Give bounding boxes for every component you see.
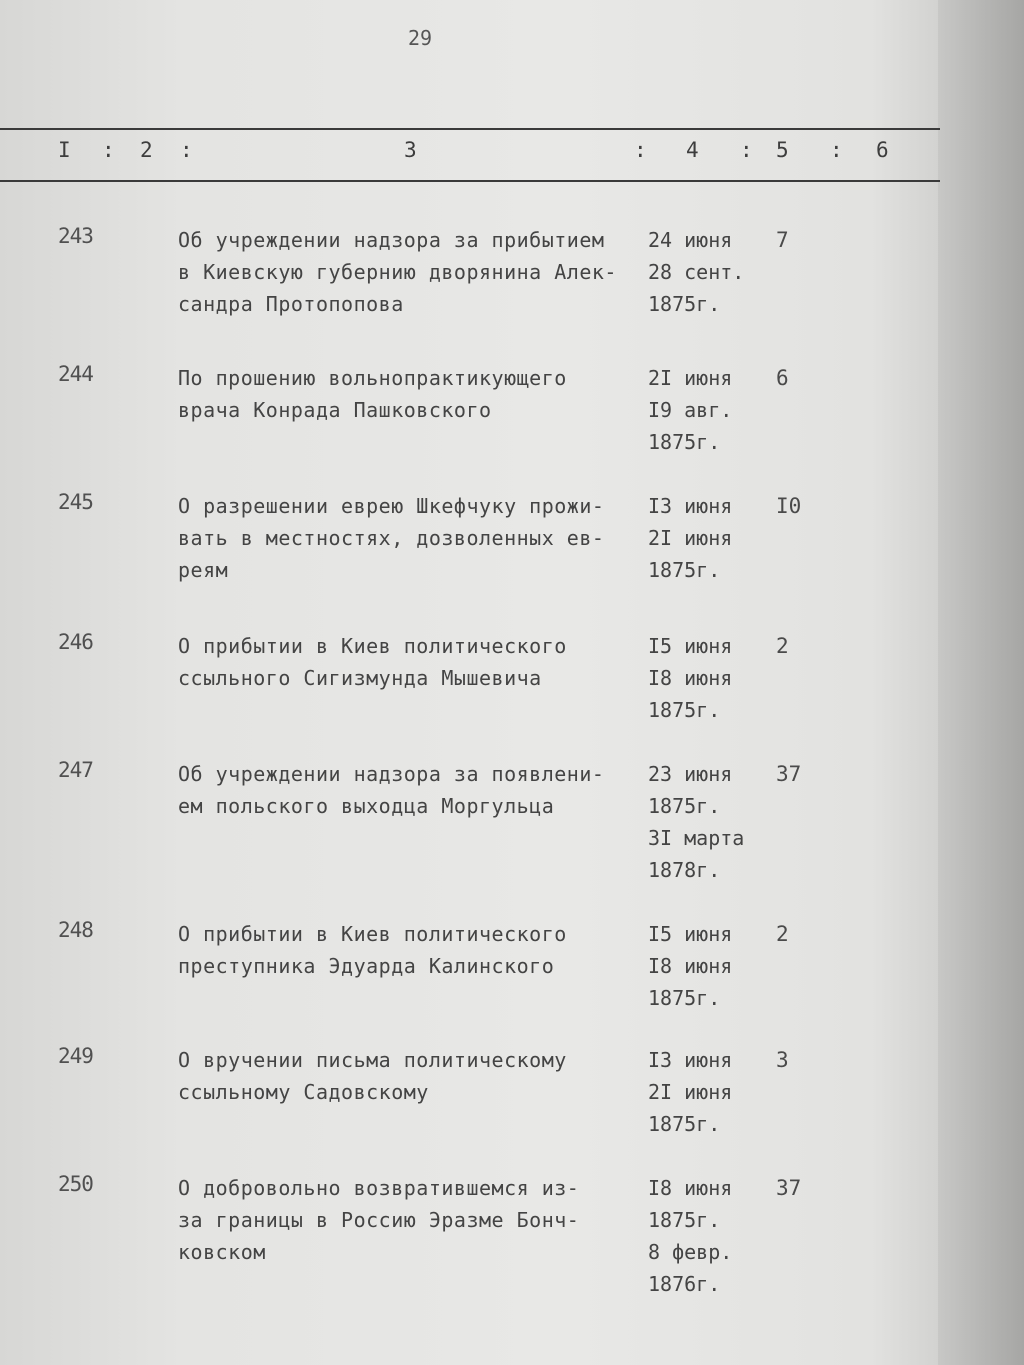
column-header-5: 5 [776, 138, 789, 162]
sheet-count: 2 [776, 634, 789, 658]
case-date-line: 1875г. [648, 794, 721, 818]
header-bottom-rule [0, 180, 940, 182]
header-top-rule [0, 128, 940, 130]
case-dates [648, 490, 768, 586]
case-title [178, 1172, 648, 1268]
case-number: 249 [58, 1044, 93, 1068]
case-title-line: преступника Эдуарда Калинского [178, 954, 555, 978]
column-header-6: 6 [876, 138, 889, 162]
case-number: 247 [58, 758, 93, 782]
case-date-line: 2I июня [648, 526, 733, 550]
case-date-line: I3 июня [648, 1048, 733, 1072]
case-date-line: 28 сент. [648, 260, 745, 284]
column-header-1: I [58, 138, 71, 162]
case-title-line: Об учреждении надзора за прибытием [178, 228, 605, 252]
case-dates [648, 362, 768, 458]
case-title-line: О вручении письма политическому [178, 1048, 567, 1072]
case-title-line: По прошению вольнопрактикующего [178, 366, 567, 390]
case-date-line: 1876г. [648, 1272, 721, 1296]
case-date-line: 1878г. [648, 858, 721, 882]
column-separator: : [102, 138, 115, 162]
case-date-line: 1875г. [648, 986, 721, 1010]
sheet-count: 37 [776, 762, 802, 786]
column-header-4: 4 [686, 138, 699, 162]
case-number: 244 [58, 362, 93, 386]
case-title-line: сандра Протопопова [178, 292, 404, 316]
case-dates [648, 630, 768, 726]
case-title-line: врача Конрада Пашковского [178, 398, 492, 422]
case-title-line: за границы в Россию Эразме Бонч- [178, 1208, 580, 1232]
column-header-2: 2 [140, 138, 153, 162]
case-date-line: I5 июня [648, 634, 733, 658]
case-date-line: I5 июня [648, 922, 733, 946]
case-dates [648, 1044, 768, 1140]
case-title-line: Об учреждении надзора за появлени- [178, 762, 605, 786]
case-date-line: I8 июня [648, 954, 733, 978]
column-separator: : [180, 138, 193, 162]
case-number: 246 [58, 630, 93, 654]
case-title-line: О добровольно возвратившемся из- [178, 1176, 580, 1200]
column-separator: : [830, 138, 843, 162]
case-title [178, 490, 648, 586]
case-date-line: 2I июня [648, 366, 733, 390]
case-title-line: реям [178, 558, 229, 582]
sheet-count: 7 [776, 228, 789, 252]
sheet-count: 37 [776, 1176, 802, 1200]
case-title [178, 918, 648, 982]
case-date-line: 24 июня [648, 228, 733, 252]
case-date-line: 2I июня [648, 1080, 733, 1104]
case-date-line: 8 февр. [648, 1240, 733, 1264]
case-dates [648, 1172, 768, 1300]
column-header-3: 3 [404, 138, 417, 162]
case-date-line: I8 июня [648, 1176, 733, 1200]
case-title-line: в Киевскую губернию дворянина Алек- [178, 260, 617, 284]
case-title-line: О прибытии в Киев политического [178, 922, 567, 946]
sheet-count: 6 [776, 366, 789, 390]
case-number: 250 [58, 1172, 93, 1196]
case-dates [648, 918, 768, 1014]
case-date-line: 3I марта [648, 826, 745, 850]
case-date-line: 23 июня [648, 762, 733, 786]
case-title-line: О прибытии в Киев политического [178, 634, 567, 658]
case-title-line: вать в местностях, дозволенных ев- [178, 526, 605, 550]
sheet-count: 3 [776, 1048, 789, 1072]
case-title [178, 224, 648, 320]
case-title-line: О разрешении еврею Шкефчуку прожи- [178, 494, 605, 518]
case-date-line: 1875г. [648, 1112, 721, 1136]
case-title-line: ем польского выходца Моргульца [178, 794, 555, 818]
case-title-line: ковском [178, 1240, 266, 1264]
case-date-line: 1875г. [648, 430, 721, 454]
case-dates [648, 758, 768, 886]
sheet-count: I0 [776, 494, 802, 518]
case-dates [648, 224, 768, 320]
case-date-line: 1875г. [648, 558, 721, 582]
case-title [178, 362, 648, 426]
column-separator: : [740, 138, 753, 162]
case-number: 243 [58, 224, 93, 248]
page-edge-shadow [938, 0, 1024, 1365]
case-title-line: ссыльного Сигизмунда Мышевича [178, 666, 542, 690]
case-title-line: ссыльному Садовскому [178, 1080, 429, 1104]
case-title [178, 630, 648, 694]
column-separator: : [634, 138, 647, 162]
case-title [178, 1044, 648, 1108]
case-title [178, 758, 648, 822]
case-date-line: I9 авг. [648, 398, 733, 422]
case-number: 248 [58, 918, 93, 942]
case-date-line: 1875г. [648, 1208, 721, 1232]
case-date-line: 1875г. [648, 698, 721, 722]
page-number: 29 [408, 26, 433, 50]
case-date-line: I3 июня [648, 494, 733, 518]
sheet-count: 2 [776, 922, 789, 946]
case-date-line: I8 июня [648, 666, 733, 690]
case-date-line: 1875г. [648, 292, 721, 316]
case-number: 245 [58, 490, 93, 514]
